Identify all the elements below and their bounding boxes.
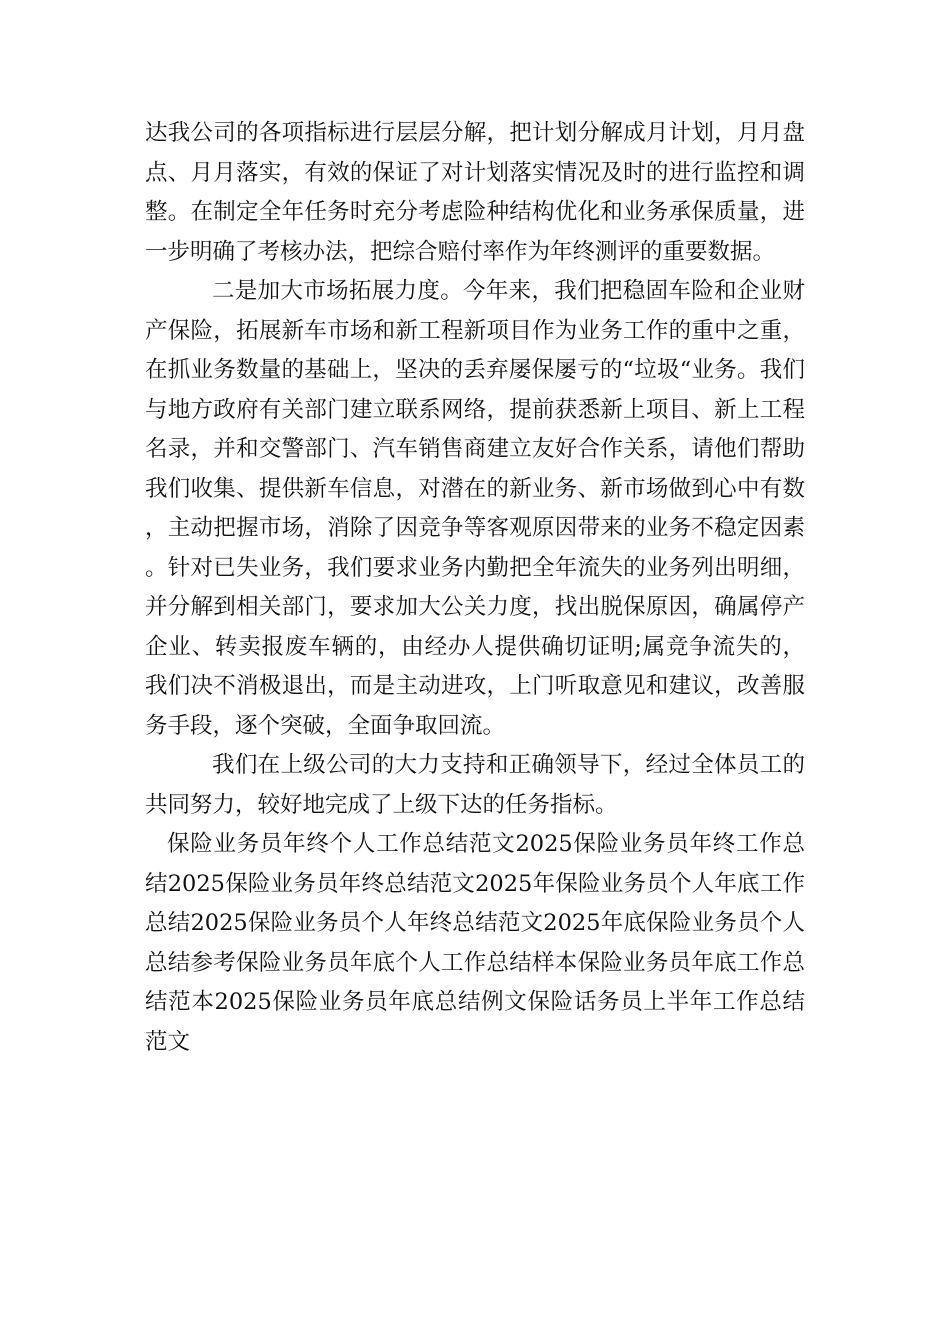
paragraph-market-expansion: 二是加大市场拓展力度。今年来，我们把稳固车险和企业财产保险，拓展新车市场和新工程新项目作为业务工作的重中之重，在抓业务数量的基础上，坚决的丢弃屡保屡亏的“垃圾“业务。我们与地方政府有关部门建立联系网络，提前获悉新上项目、新上工程名录，并和交警部门、汽车销售商建立友好合作关系，请他们帮助我们收集、提供新车信息，对潜在的新业务、新市场做到心中有数，主动把握市场，消除了因竞争等客观原因带来的业务不稳定因素。针对已失业务，我们要求业务内勤把全年流失的业务列出明细，并分解到相关部门，要求加大公关力度，找出脱保原因，确属停产企业、转卖报废车辆的，由经办人提供确切证明;属竞争流失的，我们决不消极退出，而是主动进攻，上门听取意见和建议，改善服务手段，逐个突破，全面争取回流。	[145, 278, 805, 739]
paragraph-conclusion: 我们在上级公司的大力支持和正确领导下，经过全体员工的共同努力，较好地完成了上级下达的任务指标。	[145, 752, 805, 818]
document-body	[145, 114, 805, 1062]
related-articles-text: 保险业务员年终个人工作总结范文2025保险业务员年终工作总结2025保险业务员年终总结范文2025年保险业务员个人年底工作总结2025保险业务员个人年终总结范文2025年底保险业务员个人总结参考保险业务员年底个人工作总结样本保险业务员年底工作总结范本2025保险业务员年底总结例文保险话务员上半年工作总结范文	[145, 831, 805, 1055]
paragraph-continuation: 达我公司的各项指标进行层层分解，把计划分解成月计划，月月盘点、月月落实，有效的保证了对计划落实情况及时的进行监控和调整。在制定全年任务时充分考虑险种结构优化和业务承保质量，进一步明确了考核办法，把综合赔付率作为年终测评的重要数据。	[145, 120, 805, 265]
